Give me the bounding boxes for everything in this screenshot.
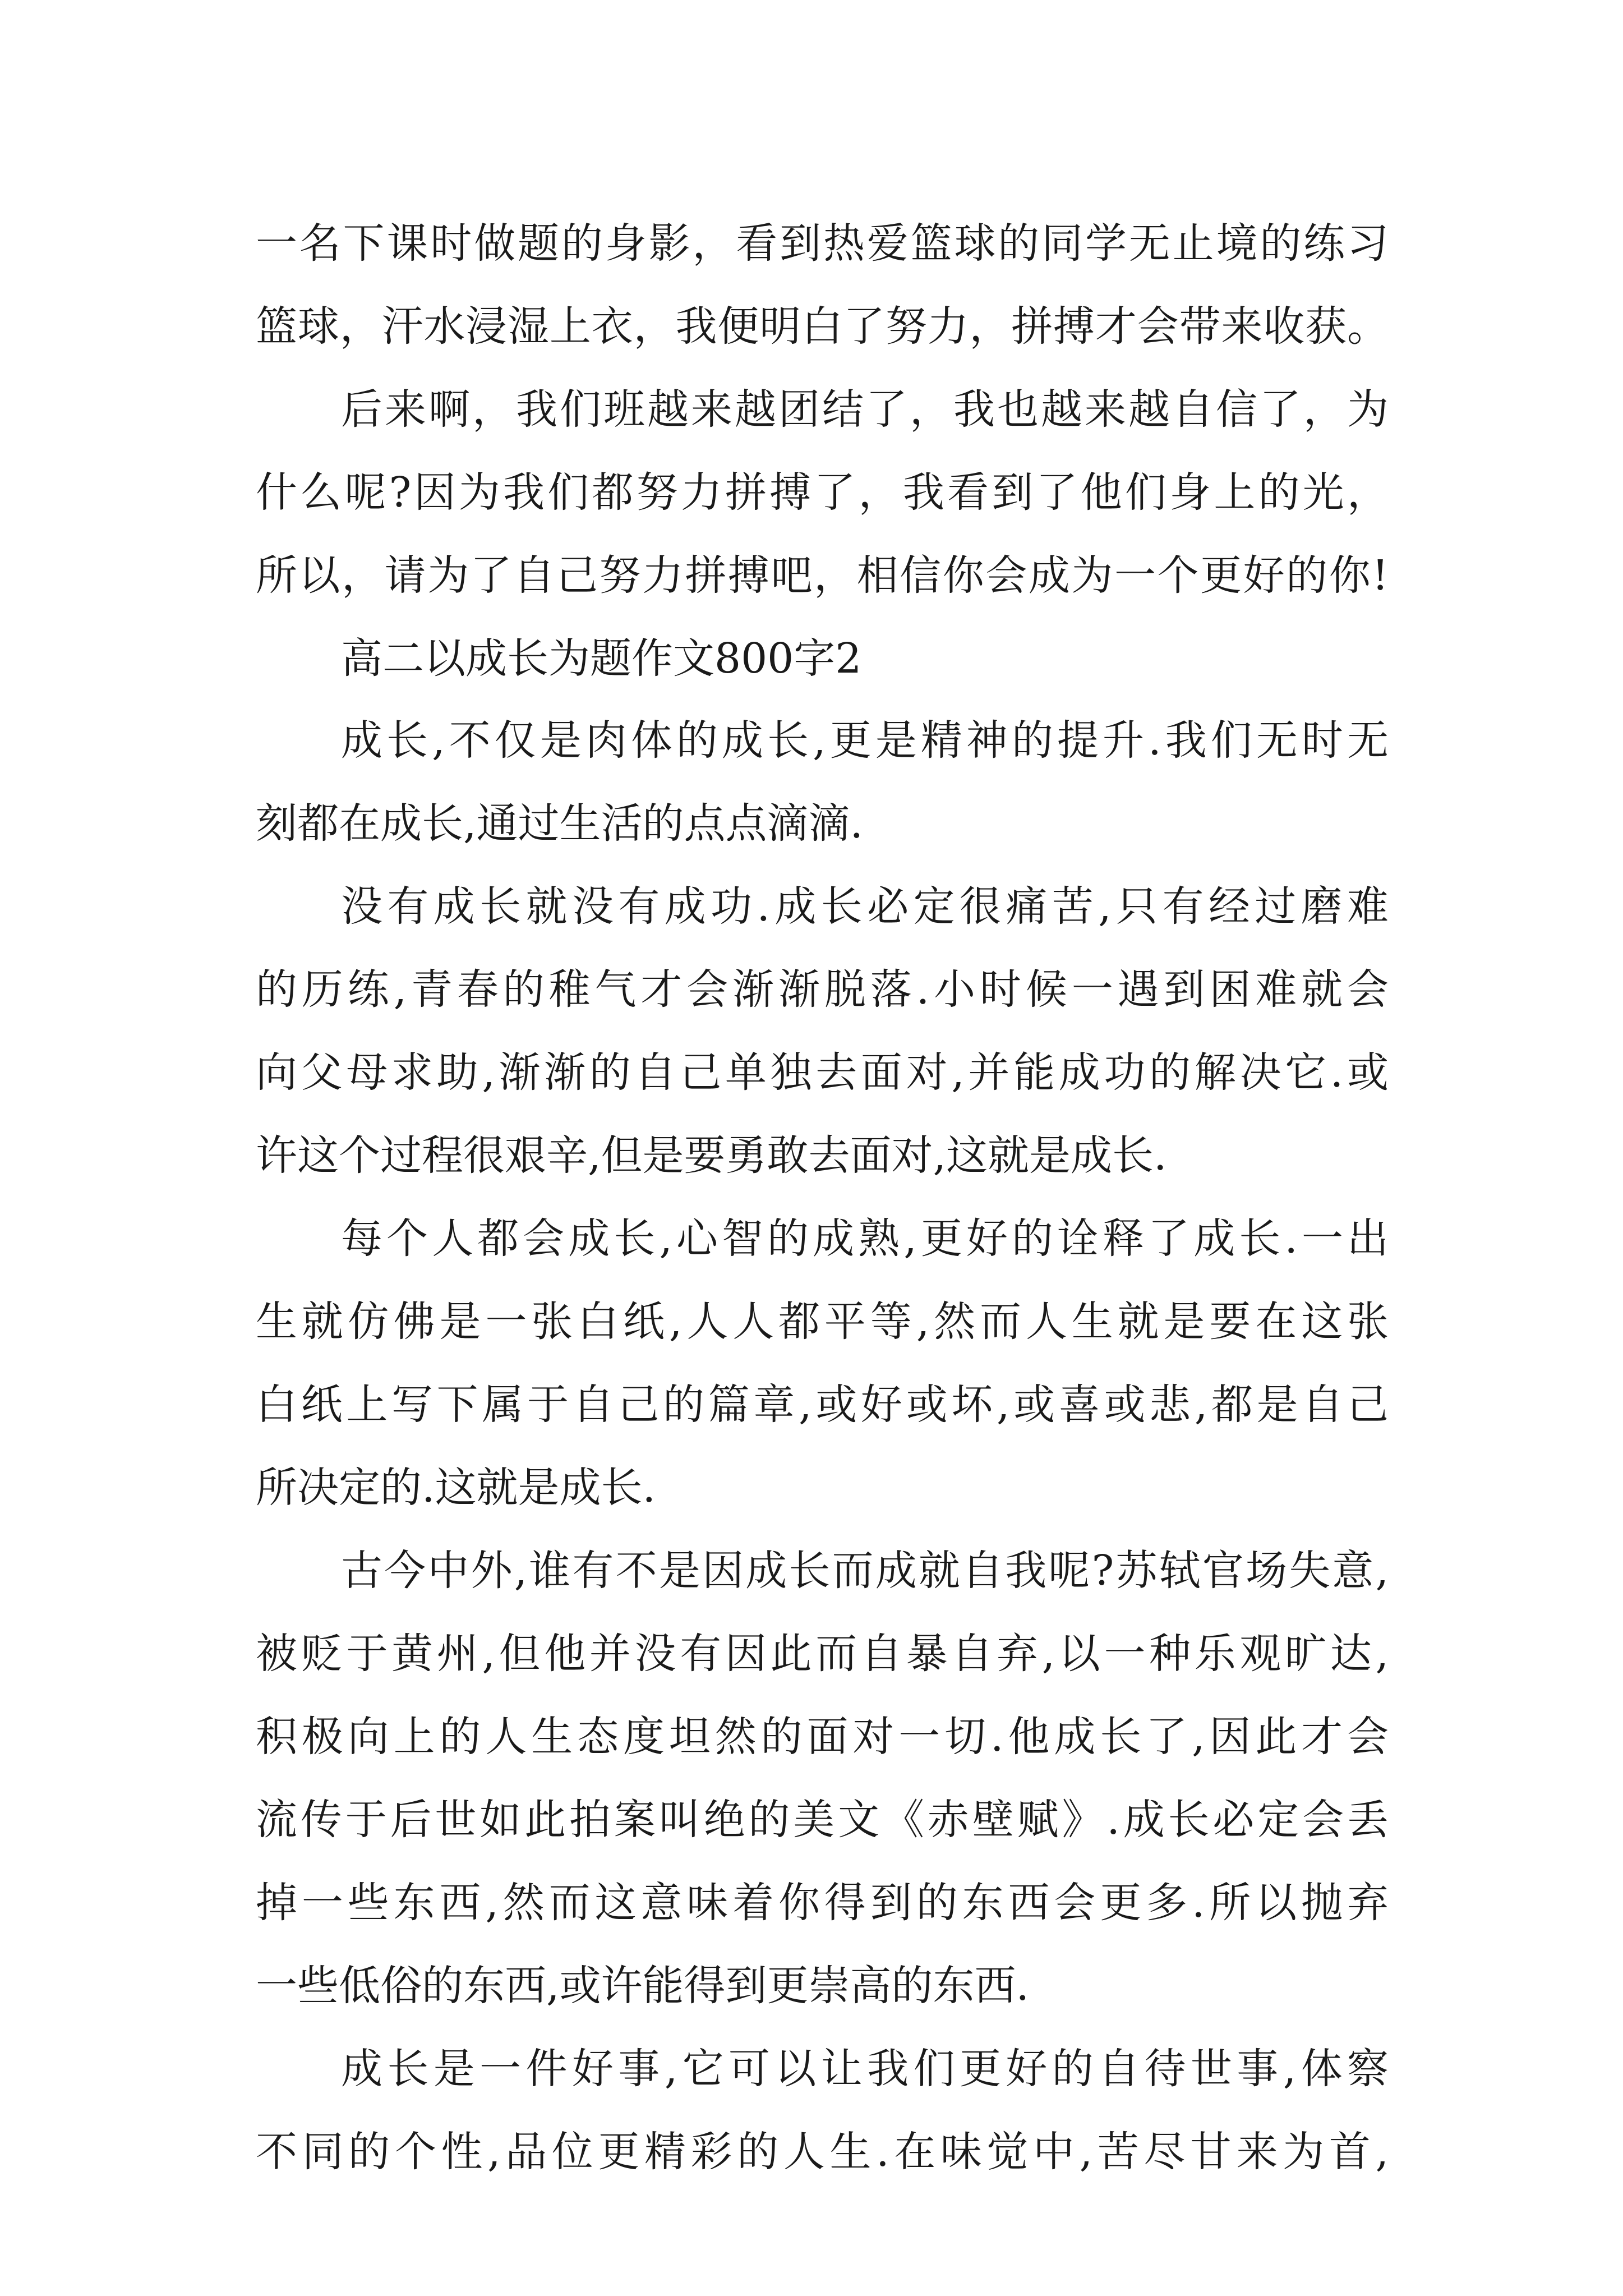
- text-line: 一名下课时做题的身影，看到热爱篮球的同学无止境的练习: [256, 219, 1389, 268]
- text-line: 掉一些东西,然而这意味着你得到的东西会更多.所以抛弃: [256, 1879, 1389, 1927]
- section-heading: 高二以成长为题作文800字2: [341, 634, 862, 683]
- text-line: 没有成长就没有成功.成长必定很痛苦,只有经过磨难: [341, 882, 1389, 931]
- text-line: 每个人都会成长,心智的成熟,更好的诠释了成长.一出: [341, 1214, 1389, 1263]
- text-line: 古今中外,谁有不是因成长而成就自我呢?苏轼官场失意,: [341, 1547, 1389, 1595]
- text-line: 不同的个性,品位更精彩的人生.在味觉中,苦尽甘来为首,: [256, 2128, 1389, 2176]
- text-line: 被贬于黄州,但他并没有因此而自暴自弃,以一种乐观旷达,: [256, 1630, 1389, 1678]
- text-line: 的历练,青春的稚气才会渐渐脱落.小时候一遇到困难就会: [256, 965, 1389, 1014]
- text-line: 许这个过程很艰辛,但是要勇敢去面对,这就是成长.: [256, 1131, 1167, 1180]
- text-line: 流传于后世如此拍案叫绝的美文《赤壁赋》.成长必定会丢: [256, 1796, 1389, 1844]
- text-line: 成长,不仅是肉体的成长,更是精神的提升.我们无时无: [341, 716, 1389, 765]
- text-line: 一些低俗的东西,或许能得到更崇高的东西.: [256, 1962, 1030, 2010]
- text-line: 什么呢?因为我们都努力拼搏了，我看到了他们身上的光，: [256, 468, 1389, 517]
- text-line: 积极向上的人生态度坦然的面对一切.他成长了,因此才会: [256, 1713, 1389, 1761]
- text-line: 生就仿佛是一张白纸,人人都平等,然而人生就是要在这张: [256, 1297, 1389, 1346]
- text-line: 后来啊，我们班越来越团结了，我也越来越自信了，为: [341, 385, 1389, 434]
- text-line: 篮球，汗水浸湿上衣，我便明白了努力，拼搏才会带来收获。: [256, 302, 1389, 351]
- text-line: 向父母求助,渐渐的自己单独去面对,并能成功的解决它.或: [256, 1048, 1389, 1097]
- text-line: 白纸上写下属于自己的篇章,或好或坏,或喜或悲,都是自己: [256, 1381, 1389, 1429]
- text-line: 所以，请为了自己努力拼搏吧，相信你会成为一个更好的你!: [256, 551, 1389, 600]
- text-line: 成长是一件好事,它可以让我们更好的自待世事,体察: [341, 2045, 1389, 2093]
- text-line: 所决定的.这就是成长.: [256, 1464, 656, 1512]
- text-line: 刻都在成长,通过生活的点点滴滴.: [256, 799, 864, 848]
